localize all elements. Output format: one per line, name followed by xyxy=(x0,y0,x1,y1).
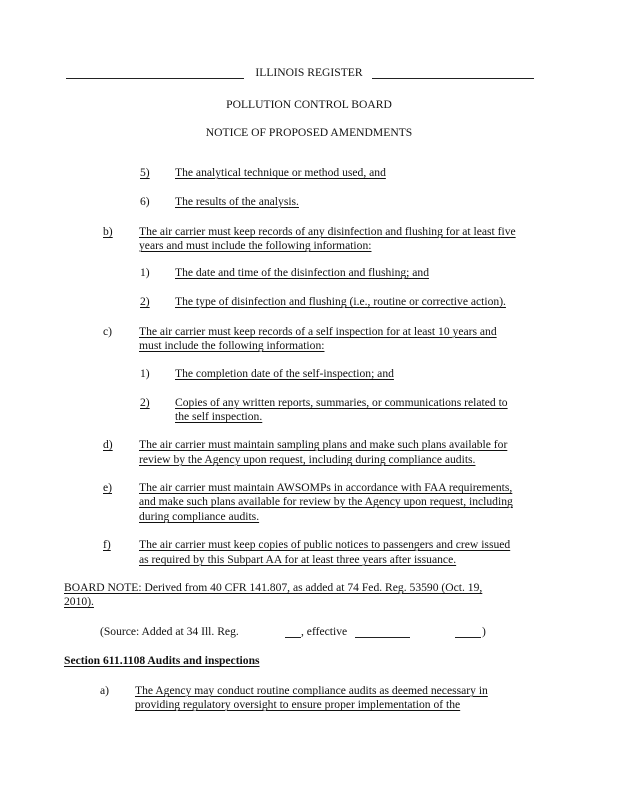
item-label: b) xyxy=(103,225,113,238)
board-note: 2010). xyxy=(64,595,94,608)
item-text: The air carrier must keep copies of public notices to passengers and crew issued xyxy=(139,538,511,551)
item-text: The analytical technique or method used, and xyxy=(175,166,386,179)
item-text: The air carrier must maintain AWSOMPs in accordance with FAA requirements, xyxy=(139,481,513,494)
blank-line xyxy=(355,637,410,638)
board-note: BOARD NOTE: Derived from 40 CFR 141.807, as added at 74 Fed. Reg. 53590 (Oct. 19, xyxy=(64,581,483,594)
source-note: (Source: Added at 34 Ill. Reg. xyxy=(100,625,239,638)
item-label: 5) xyxy=(140,166,150,179)
item-label: 1) xyxy=(140,367,150,380)
item-text: The air carrier must keep records of a self inspection for at least 10 years and xyxy=(139,325,497,338)
item-label: c) xyxy=(103,325,113,338)
item-text: Copies of any written reports, summaries, or communications related to xyxy=(175,396,508,409)
item-text: providing regulatory oversight to ensure proper implementation of the xyxy=(135,698,461,711)
blank-line xyxy=(285,637,301,638)
source-close: ) xyxy=(482,625,486,638)
item-label: d) xyxy=(103,438,113,451)
board-name: POLLUTION CONTROL BOARD xyxy=(226,98,392,111)
item-label: a) xyxy=(100,684,110,697)
item-text: The results of the analysis. xyxy=(175,195,299,208)
item-label: f) xyxy=(103,538,111,551)
item-text: The date and time of the disinfection and flushing; and xyxy=(175,266,430,279)
item-text: and make such plans available for review by the Agency upon request, including xyxy=(139,495,513,508)
item-text: years and must include the following information: xyxy=(139,239,372,252)
item-text: during compliance audits. xyxy=(139,510,260,523)
item-label: 2) xyxy=(140,396,150,409)
item-text: the self inspection. xyxy=(175,410,263,423)
item-text: The Agency may conduct routine compliance audits as deemed necessary in xyxy=(135,684,488,697)
item-label: 6) xyxy=(140,195,150,208)
item-text: as required by this Subpart AA for at least three years after issuance. xyxy=(139,553,457,566)
notice-title: NOTICE OF PROPOSED AMENDMENTS xyxy=(205,126,413,139)
section-heading: Section 611.1108 Audits and inspections xyxy=(64,654,260,667)
blank-line xyxy=(455,637,481,638)
item-label: e) xyxy=(103,481,113,494)
item-text: review by the Agency upon request, including during compliance audits. xyxy=(139,453,476,466)
item-text: must include the following information: xyxy=(139,339,325,352)
item-text: The air carrier must maintain sampling plans and make such plans available for xyxy=(139,438,508,451)
register-title: ILLINOIS REGISTER xyxy=(255,66,363,79)
item-text: The air carrier must keep records of any disinfection and flushing for at least five xyxy=(139,225,516,238)
source-effective: , effective xyxy=(301,625,348,638)
item-text: The type of disinfection and flushing (i.e., routine or corrective action). xyxy=(175,295,506,308)
item-label: 2) xyxy=(140,295,150,308)
item-text: The completion date of the self-inspection; and xyxy=(175,367,394,380)
item-label: 1) xyxy=(140,266,150,279)
